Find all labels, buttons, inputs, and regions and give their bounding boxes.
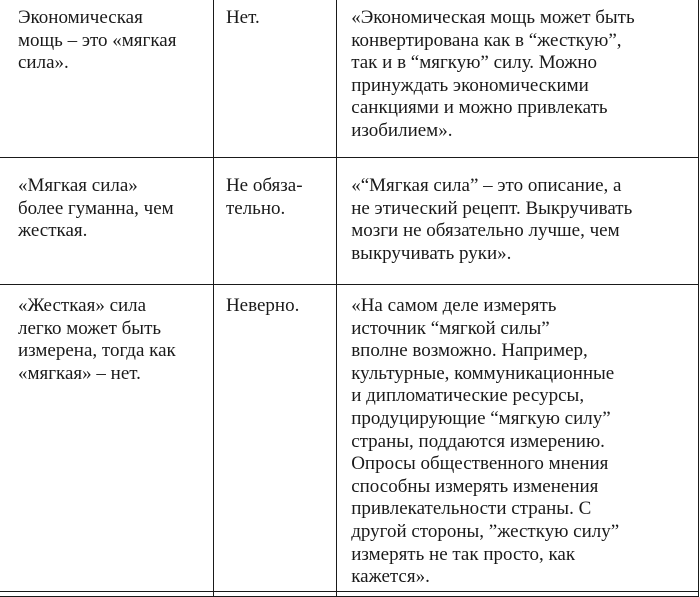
comment-text: санкциями и можно привлекать: [351, 97, 608, 119]
comment-text: страны, поддаются измерению.: [351, 430, 605, 452]
comment-text: «“Мягкая сила” – это описание, а: [351, 175, 622, 196]
verdict-text: Неверно.: [225, 295, 300, 316]
claim-text: «мягкая» – нет.: [18, 362, 141, 384]
empty-cell: [337, 592, 699, 597]
comment-text: привлекательности страны. С: [351, 498, 592, 520]
claim-text: измерена, тогда как: [18, 340, 176, 362]
comment-cell: [337, 158, 699, 285]
comment-text: принуждать экономическими: [351, 74, 589, 96]
comment-text: Опросы общественного мнения: [351, 453, 609, 475]
comment-text: источник “мягкой силы”: [351, 317, 550, 339]
empty-cell: [0, 592, 213, 597]
comment-cell: [337, 0, 699, 158]
claim-text: Экономическая: [18, 7, 143, 28]
claim-text: «Мягкая сила»: [18, 175, 138, 196]
comment-text: мозги не обязательно лучше, чем: [351, 220, 620, 242]
comment-text: так и в “мягкую” силу. Можно: [351, 52, 598, 74]
comment-text: конвертирована как в “жесткую”,: [351, 29, 622, 51]
comment-text: другой стороны, ”жесткую силу”: [351, 520, 620, 542]
claim-text: более гуманна, чем: [18, 197, 174, 219]
verdict-cell: [213, 285, 336, 592]
verdict-text: Не обяза-: [225, 175, 303, 196]
claim-text: «Жесткая» сила: [18, 295, 147, 316]
comment-cell: [337, 285, 699, 592]
empty-cell: [213, 592, 336, 597]
table-row: [0, 158, 699, 285]
claim-text: сила».: [18, 52, 69, 74]
verdict-cell: [213, 158, 336, 285]
claim-text: легко может быть: [18, 317, 162, 339]
claim-cell: [0, 158, 213, 285]
comment-text: и дипломатические ресурсы,: [351, 385, 585, 407]
comment-text: измерять не так просто, как: [351, 543, 576, 565]
claim-text: мощь – это «мягкая: [18, 29, 177, 51]
comment-text: кажется».: [351, 566, 430, 588]
verdict-cell: [213, 0, 336, 158]
comment-text: «На самом деле измерять: [351, 295, 557, 316]
table-row-cut: [0, 592, 699, 597]
claim-cell: [0, 285, 213, 592]
verdict-text: тельно.: [225, 197, 286, 219]
comment-text: способны измерять изменения: [351, 475, 599, 497]
comment-text: «Экономическая мощь может быть: [351, 7, 635, 28]
comment-text: культурные, коммуникационные: [351, 362, 615, 384]
comment-text: продуцирующие “мягкую силу”: [351, 407, 611, 429]
claim-cell: [0, 0, 213, 158]
comment-text: выкручивать руки».: [351, 242, 512, 264]
comment-text: изобилием».: [351, 119, 453, 141]
verdict-text: Нет.: [225, 7, 260, 28]
table-row: [0, 285, 699, 592]
table-row: [0, 0, 699, 158]
comment-text: вполне возможно. Например,: [351, 340, 588, 362]
comment-text: не этический рецепт. Выкручивать: [351, 197, 633, 219]
claim-text: жесткая.: [18, 220, 88, 242]
